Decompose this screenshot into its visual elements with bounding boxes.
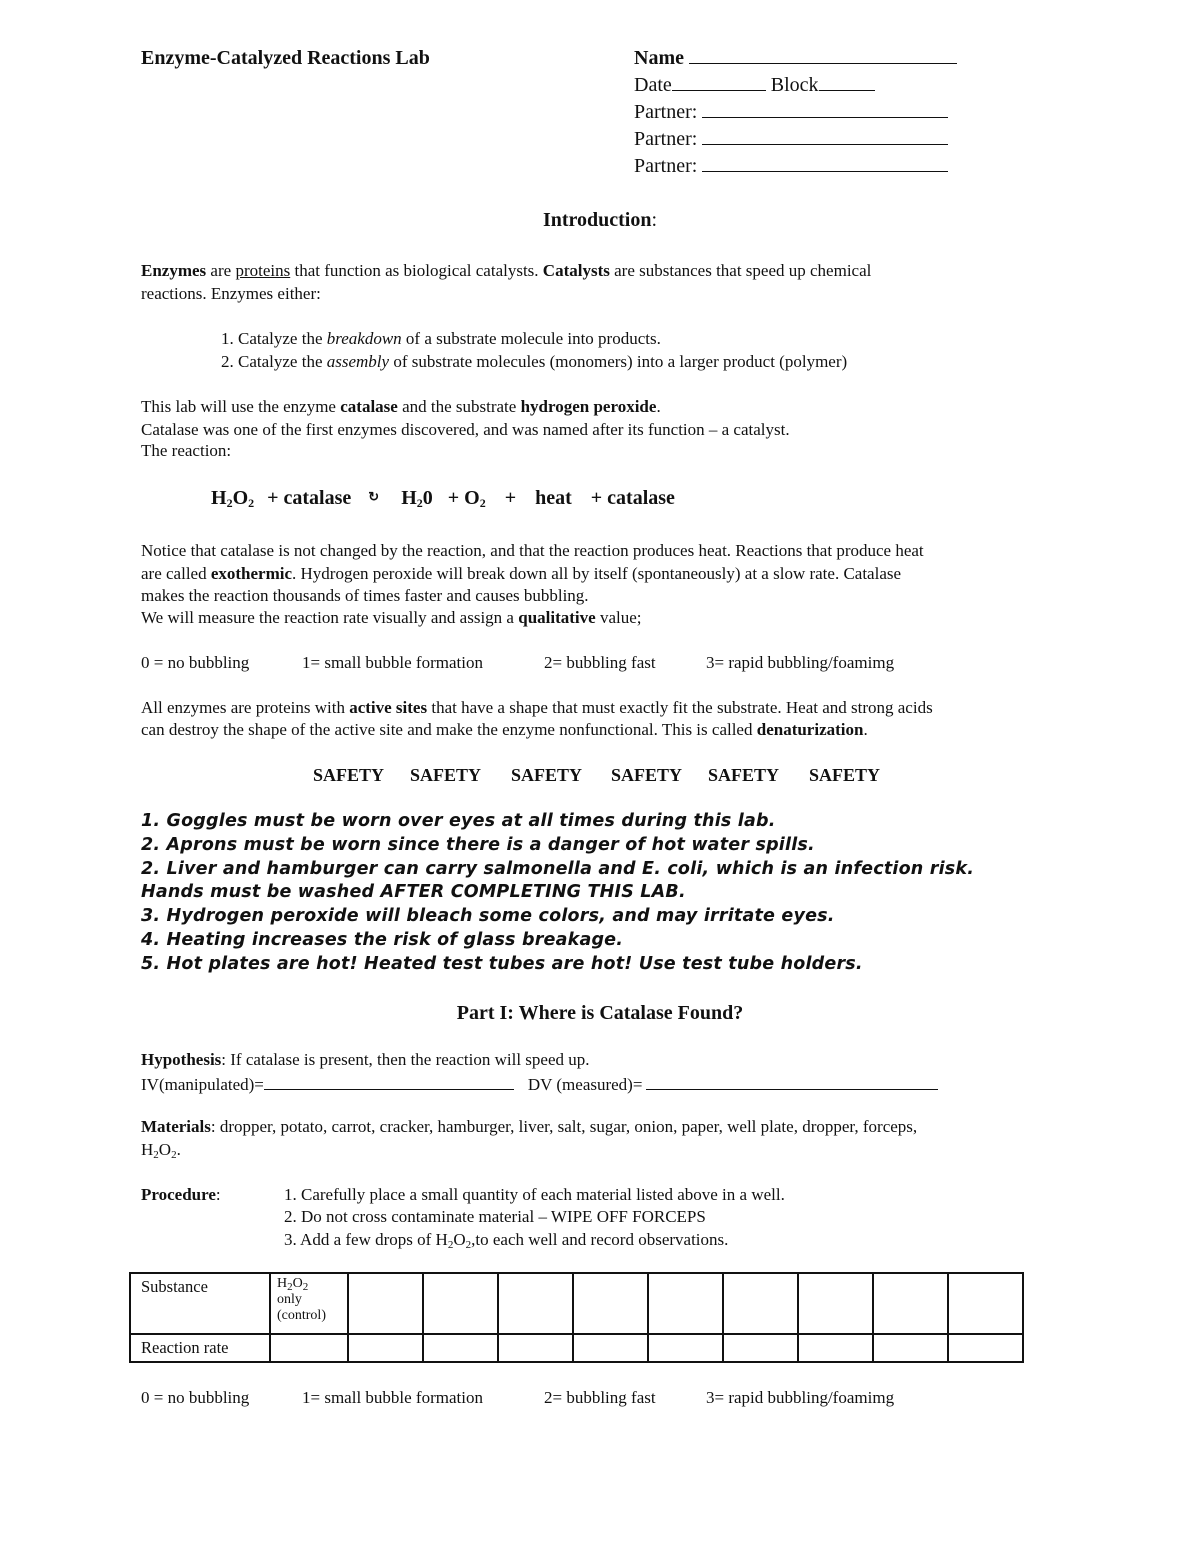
procedure-label: Procedure: [141, 1185, 216, 1204]
intro-heading-text: Introduction: [542, 209, 652, 231]
table-cell-rate[interactable]: [573, 1334, 648, 1362]
text: O: [158, 1140, 172, 1159]
iv-label: IV(manipulated)=: [141, 1075, 264, 1094]
term-qualitative: qualitative: [518, 608, 596, 627]
partner-field[interactable]: [702, 101, 948, 118]
procedure-step-3: [284, 1230, 728, 1250]
table-cell-substance[interactable]: [573, 1273, 648, 1334]
partner-label: Partner:: [634, 101, 698, 123]
eq-plus: +: [504, 487, 517, 509]
partner-field[interactable]: [702, 155, 948, 172]
text: and the substrate: [397, 397, 521, 416]
partner-row-2: [634, 128, 948, 151]
date-field[interactable]: [672, 74, 766, 91]
notice-line-4: [141, 608, 641, 628]
table-header-substance: Substance: [130, 1273, 270, 1334]
safety-rule-6: 5. Hot plates are hot! Heated test tubes are hot! Use test tube holders.: [141, 954, 863, 974]
scale-2: 2= bubbling fast: [544, 653, 656, 672]
eq-zero: 0: [422, 487, 433, 509]
table-cell-rate[interactable]: [873, 1334, 948, 1362]
hypothesis-line: [141, 1050, 590, 1070]
materials-line-1: [141, 1117, 917, 1137]
table-cell-rate[interactable]: [948, 1334, 1023, 1362]
safety-rule-1: 1. Goggles must be worn over eyes at all times during this lab.: [141, 811, 776, 831]
table-cell-substance[interactable]: [498, 1273, 573, 1334]
table-cell-rate[interactable]: [270, 1334, 348, 1362]
catalase-history-line: Catalase was one of the first enzymes discovered, and was named after its function – a catalyst.: [141, 420, 790, 439]
partner-row-1: [634, 101, 948, 124]
scale-3-bottom: 3= rapid bubbling/foamimg: [706, 1388, 895, 1407]
sub-2: 2: [465, 1239, 472, 1251]
scale-2-bottom: 2= bubbling fast: [544, 1388, 656, 1407]
reaction-label: The reaction:: [141, 441, 232, 460]
notice-line-2: [141, 564, 901, 584]
text: :: [215, 1185, 221, 1204]
term-exothermic: exothermic: [210, 564, 293, 583]
materials-line-2: [141, 1140, 181, 1160]
sub-2: 2: [302, 1281, 309, 1293]
table-cell-substance[interactable]: [798, 1273, 873, 1334]
procedure-label-row: [141, 1185, 221, 1205]
scale-1-bottom: 1= small bubble formation: [302, 1388, 483, 1407]
partner-label: Partner:: [634, 155, 698, 177]
text: 1. Catalyze the: [221, 329, 327, 348]
partner-field[interactable]: [702, 128, 948, 145]
table-cell-substance[interactable]: [948, 1273, 1023, 1334]
sub-2: 2: [287, 1281, 293, 1293]
hypothesis-label: Hypothesis: [141, 1050, 222, 1069]
intro-heading-colon: :: [651, 209, 658, 231]
date-label: Date: [634, 74, 672, 96]
text: only: [277, 1292, 302, 1307]
table-cell-rate[interactable]: [348, 1334, 423, 1362]
eq-sub: 2: [226, 496, 233, 510]
text: 3. Add a few drops of H: [284, 1230, 448, 1249]
term-breakdown: breakdown: [326, 329, 402, 348]
enzyme-substrate-line: [141, 397, 661, 417]
variables-line: [141, 1073, 938, 1095]
table-cell-control: [270, 1273, 348, 1334]
block-field[interactable]: [819, 74, 875, 91]
safety-banner-6: SAFETY: [809, 765, 881, 785]
term-proteins: proteins: [235, 261, 291, 280]
observation-table: [129, 1272, 1024, 1363]
hypothesis-text: : If catalase is present, then the reaction will speed up.: [221, 1050, 590, 1069]
safety-banner-1: SAFETY: [313, 765, 385, 785]
term-hydrogen-peroxide: hydrogen peroxide: [520, 397, 657, 416]
active-sites-line-1: [141, 698, 933, 718]
safety-rule-2: 2. Aprons must be worn since there is a danger of hot water spills.: [141, 835, 815, 855]
text: .: [176, 1140, 181, 1159]
text: are: [206, 261, 236, 280]
term-catalysts: Catalysts: [542, 261, 610, 280]
text: All enzymes are proteins with: [141, 698, 350, 717]
eq-h: H: [401, 487, 417, 509]
eq-plus-catalase: + catalase: [590, 487, 675, 509]
table-cell-rate[interactable]: [723, 1334, 798, 1362]
intro-paragraph-line1: [141, 261, 871, 281]
table-cell-substance[interactable]: [423, 1273, 498, 1334]
text: H: [141, 1140, 154, 1159]
eq-sub: 2: [248, 496, 255, 510]
intro-heading: [0, 209, 1200, 232]
table-cell-rate[interactable]: [648, 1334, 723, 1362]
partner-row-3: [634, 155, 948, 178]
eq-o: O: [232, 487, 249, 509]
reaction-arrow-icon: ↻: [368, 489, 380, 504]
text: value;: [595, 608, 642, 627]
sub-2: 2: [171, 1149, 177, 1161]
table-cell-rate[interactable]: [423, 1334, 498, 1362]
scale-0-bottom: 0 = no bubbling: [141, 1388, 250, 1407]
name-field[interactable]: [689, 47, 957, 64]
text: We will measure the reaction rate visually and assign a: [141, 608, 519, 627]
text: are substances that speed up chemical: [609, 261, 872, 280]
eq-heat: heat: [535, 487, 572, 509]
text: that have a shape that must exactly fit the substrate. Heat and strong acids: [427, 698, 933, 717]
text: O: [453, 1230, 466, 1249]
reaction-equation: [211, 487, 675, 510]
term-active-sites: active sites: [349, 698, 428, 717]
block-label: Block: [770, 74, 819, 96]
table-row-substance: [130, 1273, 1023, 1334]
table-row-reaction-rate: [130, 1334, 1023, 1362]
iv-field[interactable]: [264, 1073, 514, 1090]
table-cell-rate[interactable]: [498, 1334, 573, 1362]
eq-plus-o: + O: [442, 487, 480, 509]
safety-banner-2: SAFETY: [410, 765, 482, 785]
text: .: [863, 720, 868, 739]
table-cell-substance[interactable]: [348, 1273, 423, 1334]
text: (control): [277, 1308, 326, 1323]
notice-line-3: makes the reaction thousands of times faster and causes bubbling.: [141, 586, 589, 605]
procedure-step-2: 2. Do not cross contaminate material – WIPE OFF FORCEPS: [284, 1207, 706, 1226]
intro-paragraph-line2: reactions. Enzymes either:: [141, 284, 321, 303]
dv-label: DV (measured)=: [527, 1075, 643, 1094]
text: can destroy the shape of the active site and make the enzyme nonfunctional. This is called: [141, 720, 757, 739]
text: .: [656, 397, 661, 416]
dv-field[interactable]: [646, 1073, 938, 1090]
table-header-reaction-rate: Reaction rate: [130, 1334, 270, 1362]
safety-banner-5: SAFETY: [708, 765, 780, 785]
materials-label: Materials: [141, 1117, 211, 1136]
text: are called: [141, 564, 211, 583]
name-row: [634, 47, 957, 70]
eq-plus-catalase: + catalase: [262, 487, 352, 509]
text: ,to each well and record observations.: [471, 1230, 729, 1249]
text: of substrate molecules (monomers) into a larger product (polymer): [389, 352, 848, 371]
text: 2. Catalyze the: [221, 352, 327, 371]
table-cell-rate[interactable]: [798, 1334, 873, 1362]
procedure-step-1: 1. Carefully place a small quantity of each material listed above in a well.: [284, 1185, 785, 1204]
eq-sub: 2: [416, 496, 423, 510]
safety-banner-3: SAFETY: [511, 765, 583, 785]
safety-rule-3-cont: Hands must be washed AFTER COMPLETING THIS LAB.: [141, 882, 686, 902]
partner-label: Partner:: [634, 128, 698, 150]
table-cell-substance[interactable]: [873, 1273, 948, 1334]
eq-sub: 2: [479, 496, 486, 510]
eq-h: H: [211, 487, 227, 509]
safety-rule-4: 3. Hydrogen peroxide will bleach some colors, and may irritate eyes.: [141, 906, 835, 926]
text: This lab will use the enzyme: [141, 397, 341, 416]
active-sites-line-2: [141, 720, 868, 740]
materials-text: : dropper, potato, carrot, cracker, hamburger, liver, salt, sugar, onion, paper, well plate, dropper, forceps,: [210, 1117, 918, 1136]
term-enzymes: Enzymes: [141, 261, 207, 280]
text: that function as biological catalysts.: [290, 261, 543, 280]
scale-1: 1= small bubble formation: [302, 653, 483, 672]
table-cell-substance[interactable]: [723, 1273, 798, 1334]
worksheet-title: Enzyme-Catalyzed Reactions Lab: [141, 47, 430, 69]
name-label: Name: [634, 47, 684, 69]
text: of a substrate molecule into products.: [401, 329, 661, 348]
table-cell-substance[interactable]: [648, 1273, 723, 1334]
term-assembly: assembly: [326, 352, 390, 371]
text: . Hydrogen peroxide will break down all by itself (spontaneously) at a slow rate. Catalase: [292, 564, 902, 583]
term-catalase: catalase: [340, 397, 398, 416]
part1-heading: Part I: Where is Catalase Found?: [456, 1002, 744, 1024]
safety-banner-4: SAFETY: [611, 765, 683, 785]
scale-3: 3= rapid bubbling/foamimg: [706, 653, 895, 672]
date-block-row: [634, 74, 875, 97]
safety-rule-5: 4. Heating increases the risk of glass breakage.: [141, 930, 624, 950]
scale-0: 0 = no bubbling: [141, 653, 250, 672]
safety-rule-3: 2. Liver and hamburger can carry salmonella and E. coli, which is an infection risk.: [141, 859, 975, 879]
text: O: [292, 1276, 303, 1291]
sub-2: 2: [447, 1239, 454, 1251]
sub-2: 2: [153, 1149, 159, 1161]
intro-list-item-1: [221, 329, 661, 349]
term-denaturization: denaturization: [756, 720, 864, 739]
text: H: [277, 1276, 288, 1291]
intro-list-item-2: [221, 352, 847, 372]
notice-line-1: Notice that catalase is not changed by the reaction, and that the reaction produces heat. Reactions that produce heat: [141, 541, 924, 560]
